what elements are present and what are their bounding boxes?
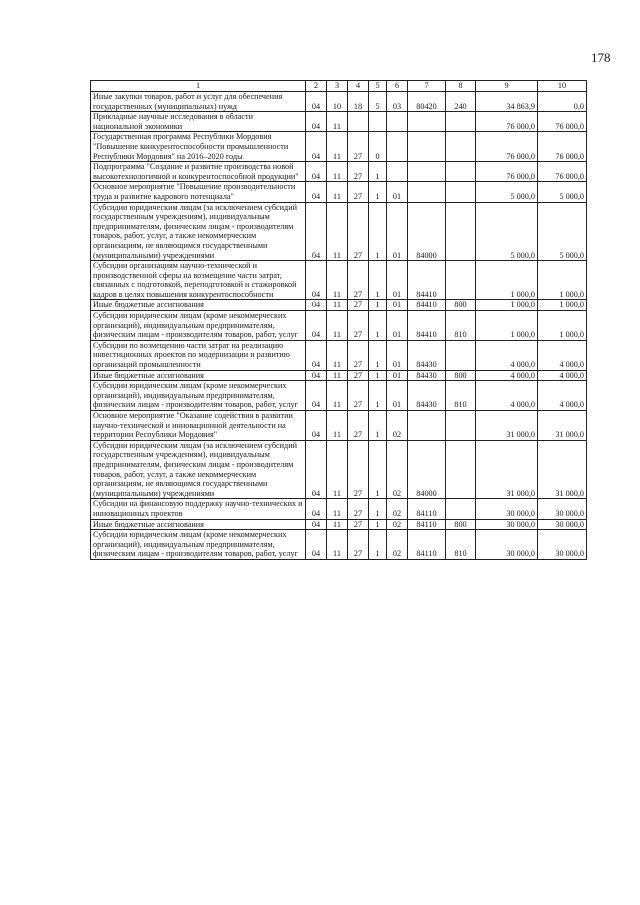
cell-col-10: 4 000,0 bbox=[538, 381, 587, 411]
cell-col-8 bbox=[446, 132, 476, 162]
cell-col-10: 76 000,0 bbox=[538, 112, 587, 132]
cell-col-4: 27 bbox=[348, 530, 369, 560]
cell-col-2: 04 bbox=[306, 370, 327, 381]
row-name-cell: Основное мероприятие "Оказание содействия в развитии научно-технической и инновационной деятельности на территории Республики Мордовия" bbox=[91, 411, 306, 441]
cell-col-5: 1 bbox=[369, 519, 387, 530]
table-row bbox=[91, 381, 587, 411]
row-name-cell: Субсидии юридическим лицам (кроме некоммерческих организаций), индивидуальным предпринимателям, физическим лицам - производителям товаров, работ, услуг bbox=[91, 311, 306, 341]
cell-col-4: 27 bbox=[348, 261, 369, 300]
col-header: 2 bbox=[306, 81, 327, 92]
cell-col-10: 1 000,0 bbox=[538, 300, 587, 311]
cell-col-3: 11 bbox=[327, 311, 348, 341]
cell-col-3: 11 bbox=[327, 440, 348, 499]
cell-col-3: 11 bbox=[327, 370, 348, 381]
cell-col-9: 76 000,0 bbox=[476, 162, 538, 182]
table-row bbox=[91, 499, 587, 519]
row-name-cell: Субсидии юридическим лицам (за исключением субсидий государственным учреждениям), индивидуальным предпринимателям, физическим лицам - производителям товаров, работ, услуг, а также некоммерческим организациям, не являющимся государственными (муниципальными) учреждениями bbox=[91, 440, 306, 499]
cell-col-4: 27 bbox=[348, 182, 369, 202]
cell-col-8: 240 bbox=[446, 92, 476, 112]
cell-col-2: 04 bbox=[306, 519, 327, 530]
row-name-cell: Субсидии организациям научно-технической и производственной сферы на возмещение части затрат, связанных с подготовкой, переподготовкой и стажировкой кадров в целях повышения конкурентоспособности bbox=[91, 261, 306, 300]
cell-col-8 bbox=[446, 162, 476, 182]
col-header: 1 bbox=[91, 81, 306, 92]
cell-col-7: 84410 bbox=[408, 261, 446, 300]
cell-col-6: 01 bbox=[387, 261, 408, 300]
cell-col-9: 1 000,0 bbox=[476, 311, 538, 341]
cell-col-10: 76 000,0 bbox=[538, 162, 587, 182]
cell-col-7: 84430 bbox=[408, 340, 446, 370]
cell-col-6: 02 bbox=[387, 530, 408, 560]
cell-col-5: 1 bbox=[369, 530, 387, 560]
cell-col-8 bbox=[446, 411, 476, 441]
cell-col-3: 11 bbox=[327, 499, 348, 519]
cell-col-6: 01 bbox=[387, 311, 408, 341]
cell-col-5: 1 bbox=[369, 340, 387, 370]
cell-col-8 bbox=[446, 182, 476, 202]
cell-col-3: 11 bbox=[327, 519, 348, 530]
cell-col-6: 01 bbox=[387, 381, 408, 411]
cell-col-5: 1 bbox=[369, 440, 387, 499]
cell-col-8 bbox=[446, 202, 476, 261]
cell-col-2: 04 bbox=[306, 311, 327, 341]
col-header: 3 bbox=[327, 81, 348, 92]
cell-col-6: 01 bbox=[387, 300, 408, 311]
cell-col-4: 27 bbox=[348, 311, 369, 341]
cell-col-10: 76 000,0 bbox=[538, 132, 587, 162]
cell-col-5: 0 bbox=[369, 132, 387, 162]
cell-col-10: 30 000,0 bbox=[538, 519, 587, 530]
cell-col-5: 1 bbox=[369, 162, 387, 182]
cell-col-5: 1 bbox=[369, 300, 387, 311]
cell-col-3: 11 bbox=[327, 340, 348, 370]
table-row bbox=[91, 112, 587, 132]
cell-col-6: 03 bbox=[387, 92, 408, 112]
cell-col-6: 02 bbox=[387, 519, 408, 530]
row-name-cell: Субсидии юридическим лицам (за исключением субсидий государственным учреждениям), индивидуальным предпринимателям, физическим лицам - производителям товаров, работ, услуг, а также некоммерческим организациям, не являющимся государственными (муниципальными) учреждениями bbox=[91, 202, 306, 261]
cell-col-9: 5 000,0 bbox=[476, 182, 538, 202]
cell-col-9: 5 000,0 bbox=[476, 202, 538, 261]
table-row bbox=[91, 132, 587, 162]
cell-col-10: 5 000,0 bbox=[538, 202, 587, 261]
cell-col-7: 84000 bbox=[408, 202, 446, 261]
col-header: 6 bbox=[387, 81, 408, 92]
table-row bbox=[91, 162, 587, 182]
col-header: 9 bbox=[476, 81, 538, 92]
table-row bbox=[91, 92, 587, 112]
cell-col-9: 34 863,9 bbox=[476, 92, 538, 112]
cell-col-7 bbox=[408, 162, 446, 182]
row-name-cell: Субсидии на финансовую поддержку научно-технических и инновационных проектов bbox=[91, 499, 306, 519]
cell-col-8 bbox=[446, 261, 476, 300]
cell-col-5: 1 bbox=[369, 381, 387, 411]
row-name-cell: Подпрограмма "Создание и развитие производства новой высокотехнологичной и конкурентоспособной продукции" bbox=[91, 162, 306, 182]
cell-col-4: 27 bbox=[348, 440, 369, 499]
cell-col-4: 27 bbox=[348, 300, 369, 311]
cell-col-7 bbox=[408, 132, 446, 162]
cell-col-7: 84410 bbox=[408, 300, 446, 311]
cell-col-6: 01 bbox=[387, 182, 408, 202]
cell-col-7 bbox=[408, 182, 446, 202]
cell-col-9: 4 000,0 bbox=[476, 340, 538, 370]
cell-col-9: 30 000,0 bbox=[476, 530, 538, 560]
page-number: 178 bbox=[591, 50, 611, 65]
cell-col-8 bbox=[446, 340, 476, 370]
cell-col-5: 5 bbox=[369, 92, 387, 112]
cell-col-2: 04 bbox=[306, 112, 327, 132]
row-name-cell: Субсидии по возмещению части затрат на реализацию инвестиционных проектов по модернизации и развитию организаций промышленности bbox=[91, 340, 306, 370]
cell-col-10: 4 000,0 bbox=[538, 370, 587, 381]
cell-col-5: 1 bbox=[369, 182, 387, 202]
cell-col-6: 01 bbox=[387, 370, 408, 381]
cell-col-3: 11 bbox=[327, 182, 348, 202]
row-name-cell: Иные бюджетные ассигнования bbox=[91, 519, 306, 530]
cell-col-7: 80420 bbox=[408, 92, 446, 112]
cell-col-2: 04 bbox=[306, 381, 327, 411]
cell-col-4: 27 bbox=[348, 381, 369, 411]
cell-col-6: 01 bbox=[387, 340, 408, 370]
cell-col-10: 0,0 bbox=[538, 92, 587, 112]
cell-col-7: 84110 bbox=[408, 499, 446, 519]
cell-col-7: 84000 bbox=[408, 440, 446, 499]
cell-col-2: 04 bbox=[306, 300, 327, 311]
cell-col-3: 11 bbox=[327, 261, 348, 300]
cell-col-7: 84110 bbox=[408, 519, 446, 530]
row-name-cell: Субсидии юридическим лицам (кроме некоммерческих организаций), индивидуальным предпринимателям, физическим лицам - производителям товаров, работ, услуг bbox=[91, 381, 306, 411]
cell-col-8: 810 bbox=[446, 311, 476, 341]
cell-col-4: 27 bbox=[348, 370, 369, 381]
cell-col-2: 04 bbox=[306, 530, 327, 560]
cell-col-7: 84110 bbox=[408, 530, 446, 560]
cell-col-5: 1 bbox=[369, 311, 387, 341]
table-row bbox=[91, 530, 587, 560]
cell-col-9: 1 000,0 bbox=[476, 300, 538, 311]
cell-col-7 bbox=[408, 411, 446, 441]
row-name-cell: Основное мероприятие "Повышение производительности труда и развитие кадрового потенциала" bbox=[91, 182, 306, 202]
cell-col-3: 11 bbox=[327, 300, 348, 311]
cell-col-8: 810 bbox=[446, 381, 476, 411]
cell-col-10: 30 000,0 bbox=[538, 499, 587, 519]
cell-col-3: 11 bbox=[327, 162, 348, 182]
cell-col-9: 4 000,0 bbox=[476, 381, 538, 411]
cell-col-4: 27 bbox=[348, 202, 369, 261]
cell-col-4: 27 bbox=[348, 499, 369, 519]
cell-col-4: 18 bbox=[348, 92, 369, 112]
row-name-cell: Прикладные научные исследования в области национальной экономики bbox=[91, 112, 306, 132]
cell-col-5: 1 bbox=[369, 261, 387, 300]
cell-col-8: 800 bbox=[446, 370, 476, 381]
table-row bbox=[91, 202, 587, 261]
col-header: 7 bbox=[408, 81, 446, 92]
cell-col-10: 1 000,0 bbox=[538, 261, 587, 300]
cell-col-2: 04 bbox=[306, 202, 327, 261]
cell-col-4: 27 bbox=[348, 519, 369, 530]
cell-col-10: 4 000,0 bbox=[538, 340, 587, 370]
col-header: 8 bbox=[446, 81, 476, 92]
table-row bbox=[91, 519, 587, 530]
table-row bbox=[91, 300, 587, 311]
cell-col-6: 02 bbox=[387, 440, 408, 499]
cell-col-3: 11 bbox=[327, 530, 348, 560]
row-name-cell: Государственная программа Республики Мордовия "Повышение конкурентоспособности промышленности Республики Мордовия" на 2016–2020 годы bbox=[91, 132, 306, 162]
cell-col-2: 04 bbox=[306, 261, 327, 300]
cell-col-10: 31 000,0 bbox=[538, 440, 587, 499]
cell-col-3: 11 bbox=[327, 411, 348, 441]
cell-col-5: 1 bbox=[369, 411, 387, 441]
cell-col-7 bbox=[408, 112, 446, 132]
cell-col-8: 800 bbox=[446, 300, 476, 311]
budget-table bbox=[90, 80, 587, 560]
table-row bbox=[91, 340, 587, 370]
cell-col-6 bbox=[387, 112, 408, 132]
cell-col-9: 31 000,0 bbox=[476, 440, 538, 499]
cell-col-9: 31 000,0 bbox=[476, 411, 538, 441]
col-header: 5 bbox=[369, 81, 387, 92]
cell-col-10: 5 000,0 bbox=[538, 182, 587, 202]
cell-col-4 bbox=[348, 112, 369, 132]
cell-col-6 bbox=[387, 132, 408, 162]
table-row bbox=[91, 411, 587, 441]
cell-col-4: 27 bbox=[348, 132, 369, 162]
cell-col-5: 1 bbox=[369, 499, 387, 519]
cell-col-2: 04 bbox=[306, 132, 327, 162]
cell-col-5 bbox=[369, 112, 387, 132]
row-name-cell: Субсидии юридическим лицам (кроме некоммерческих организаций), индивидуальным предпринимателям, физическим лицам - производителям товаров, работ, услуг bbox=[91, 530, 306, 560]
cell-col-4: 27 bbox=[348, 340, 369, 370]
table-row bbox=[91, 261, 587, 300]
cell-col-6 bbox=[387, 162, 408, 182]
cell-col-3: 11 bbox=[327, 202, 348, 261]
cell-col-8 bbox=[446, 440, 476, 499]
cell-col-2: 04 bbox=[306, 440, 327, 499]
cell-col-10: 31 000,0 bbox=[538, 411, 587, 441]
cell-col-7: 84410 bbox=[408, 311, 446, 341]
cell-col-2: 04 bbox=[306, 162, 327, 182]
cell-col-4: 27 bbox=[348, 411, 369, 441]
row-name-cell: Иные закупки товаров, работ и услуг для обеспечения государственных (муниципальных) нужд bbox=[91, 92, 306, 112]
cell-col-8: 800 bbox=[446, 519, 476, 530]
cell-col-9: 1 000,0 bbox=[476, 261, 538, 300]
row-name-cell: Иные бюджетные ассигнования bbox=[91, 300, 306, 311]
cell-col-2: 04 bbox=[306, 499, 327, 519]
cell-col-9: 76 000,0 bbox=[476, 112, 538, 132]
cell-col-7: 84430 bbox=[408, 370, 446, 381]
cell-col-2: 04 bbox=[306, 340, 327, 370]
table-row bbox=[91, 370, 587, 381]
cell-col-3: 11 bbox=[327, 132, 348, 162]
cell-col-8: 810 bbox=[446, 530, 476, 560]
cell-col-3: 10 bbox=[327, 92, 348, 112]
table-row bbox=[91, 440, 587, 499]
cell-col-6: 02 bbox=[387, 411, 408, 441]
cell-col-8 bbox=[446, 499, 476, 519]
col-header: 10 bbox=[538, 81, 587, 92]
cell-col-5: 1 bbox=[369, 202, 387, 261]
table-row bbox=[91, 182, 587, 202]
cell-col-5: 1 bbox=[369, 370, 387, 381]
cell-col-2: 04 bbox=[306, 182, 327, 202]
row-name-cell: Иные бюджетные ассигнования bbox=[91, 370, 306, 381]
cell-col-7: 84430 bbox=[408, 381, 446, 411]
cell-col-2: 04 bbox=[306, 411, 327, 441]
cell-col-9: 30 000,0 bbox=[476, 499, 538, 519]
cell-col-3: 11 bbox=[327, 381, 348, 411]
cell-col-2: 04 bbox=[306, 92, 327, 112]
col-header: 4 bbox=[348, 81, 369, 92]
cell-col-10: 30 000,0 bbox=[538, 530, 587, 560]
cell-col-8 bbox=[446, 112, 476, 132]
cell-col-9: 30 000,0 bbox=[476, 519, 538, 530]
table-row bbox=[91, 311, 587, 341]
header-row bbox=[91, 81, 587, 92]
table-body bbox=[91, 92, 587, 560]
cell-col-6: 01 bbox=[387, 202, 408, 261]
cell-col-6: 02 bbox=[387, 499, 408, 519]
cell-col-10: 1 000,0 bbox=[538, 311, 587, 341]
cell-col-9: 76 000,0 bbox=[476, 132, 538, 162]
cell-col-4: 27 bbox=[348, 162, 369, 182]
cell-col-3: 11 bbox=[327, 112, 348, 132]
cell-col-9: 4 000,0 bbox=[476, 370, 538, 381]
